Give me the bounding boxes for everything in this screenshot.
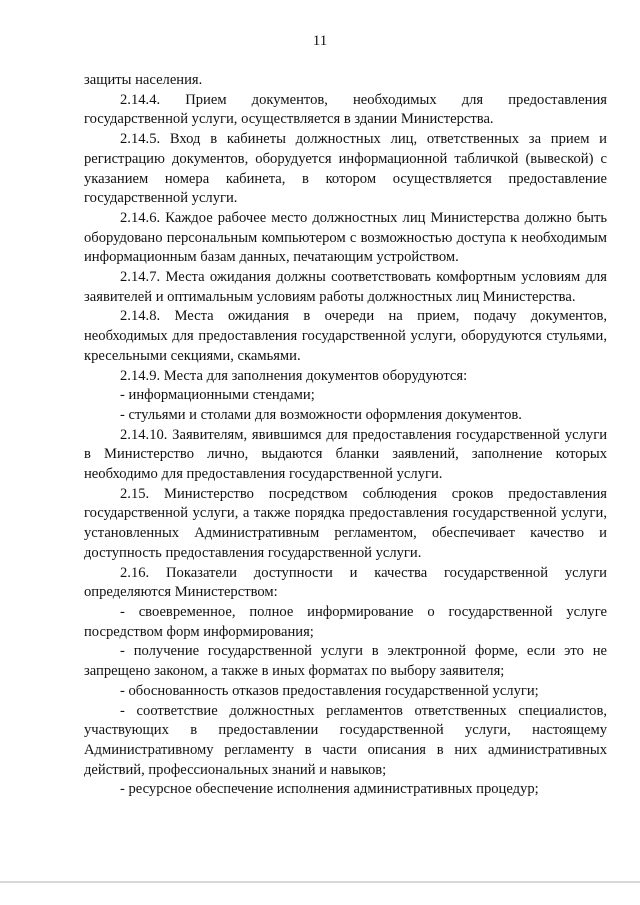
paragraph: - своевременное, полное информирование о государственной услуге посредством форм информирования;: [84, 603, 607, 640]
paragraph: - обоснованность отказов предоставления государственной услуги;: [120, 682, 539, 699]
page-number: 11: [312, 33, 328, 49]
scan-edge-line: [0, 881, 640, 883]
paragraph: защиты населения.: [84, 72, 203, 88]
paragraph: 2.16. Показатели доступности и качества государственной услуги определяются Министерством:: [84, 564, 607, 601]
paragraph: 2.14.7. Места ожидания должны соответствовать комфортным условиям для заявителей и оптимальным условиям работы должностных лиц Министерства.: [84, 269, 607, 305]
paragraph: - стульями и столами для возможности оформления документов.: [120, 406, 522, 423]
paragraph: 2.15. Министерство посредством соблюдения сроков предоставления государственной услуги, а также порядка предоставления государственной услуги, установленных Административным регламентом, обеспечивает качество и доступность предоставления государственной услуги.: [84, 485, 607, 561]
paragraph: 2.14.4. Прием документов, необходимых для предоставления государственной услуги, осуществляется в здании Министерства.: [84, 91, 607, 128]
paragraph: - получение государственной услуги в электронной форме, если это не запрещено законом, а также в иных форматах по выбору заявителя;: [84, 643, 607, 680]
paragraph: 2.14.5. Вход в кабинеты должностных лиц, ответственных за прием и регистрацию документов, оборудуется информационной табличкой (вывеской) с указанием номера кабинета, в котором осуществляется предоставление государственной услуги.: [84, 131, 607, 207]
paragraph: 2.14.6. Каждое рабочее место должностных лиц Министерства должно быть оборудовано персональным компьютером с возможностью доступа к необходимым информационным базам данных, печатающим устройством.: [84, 209, 607, 266]
paragraph: 2.14.10. Заявителям, явившимся для предоставления государственной услуги в Министерство лично, выдаются бланки заявлений, заполнение которых необходимо для предоставления государственной услуги.: [84, 426, 607, 483]
document-body: [84, 71, 607, 800]
paragraph: 2.14.9. Места для заполнения документов оборудуются:: [120, 367, 468, 384]
paragraph: 2.14.8. Места ожидания в очереди на прием, подачу документов, необходимых для предоставления государственной услуги, оборудуются стульями, кресельными секциями, скамьями.: [84, 308, 607, 364]
paragraph: - информационными стендами;: [120, 387, 315, 404]
paragraph: - соответствие должностных регламентов ответственных специалистов, участвующих в предоставлении государственной услуги, настоящему Административному регламенту в части описания в них административных действий, профессиональных знаний и навыков;: [84, 702, 607, 778]
paragraph: - ресурсное обеспечение исполнения административных процедур;: [120, 781, 539, 798]
